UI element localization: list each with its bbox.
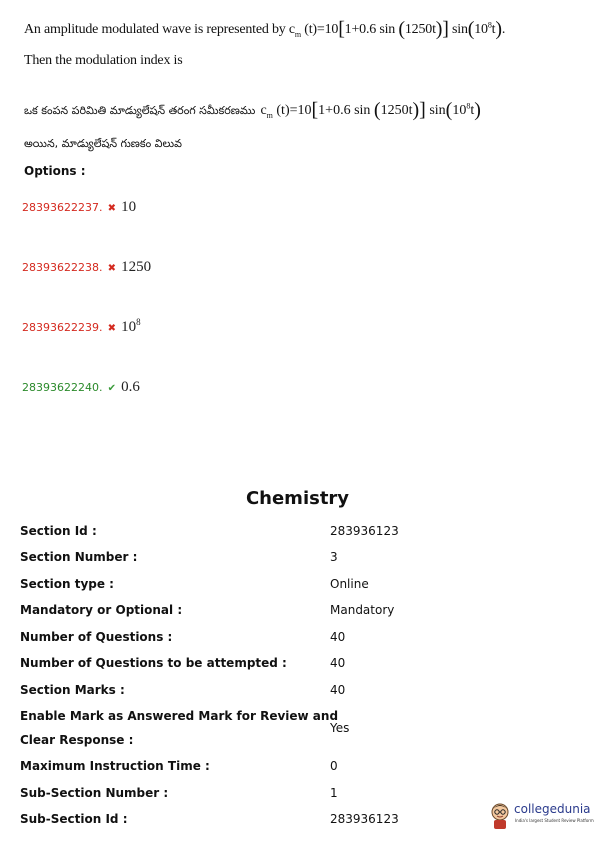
option-2 xyxy=(22,256,151,276)
row-label-num-questions: Number of Questions : xyxy=(20,630,173,644)
question-stem: An amplitude modulated wave is represented by xyxy=(24,22,286,37)
row-label-section-marks: Section Marks : xyxy=(20,683,125,697)
question-text-te: ఒక కంపన పరిమితి మాడ్యులేషన్ తరంగ సమీకరణము $c_m$ (t)=10[1+0.6 sin (1250t)] $\sin(10^8t)$ xyxy=(24,99,481,121)
option-value: 1250 xyxy=(121,259,152,275)
equation-te: $c_m$ (t)=10[1+0.6 sin (1250t)] $\sin(10^8t)$ xyxy=(260,99,481,121)
section-title: Chemistry xyxy=(245,488,350,509)
row-value-num-attempted: 40 xyxy=(330,656,346,670)
option-1 xyxy=(22,196,136,216)
row-label-subsection-number: Sub-Section Number : xyxy=(20,786,169,800)
option-id: 28393622238. xyxy=(22,261,103,274)
option-value: $10^8$ xyxy=(121,317,141,335)
check-icon: ✔ xyxy=(107,383,116,394)
mascot-icon xyxy=(488,802,512,830)
logo-wordmark: collegedunia xyxy=(514,802,591,816)
row-value-subsection-number: 1 xyxy=(330,786,338,800)
row-value-num-questions: 40 xyxy=(330,630,346,644)
option-4 xyxy=(22,376,140,396)
row-value-section-type: Online xyxy=(330,577,369,591)
row-label-section-type: Section type : xyxy=(20,577,114,591)
option-id: 28393622237. xyxy=(22,201,103,214)
row-value-enable-mark: Yes xyxy=(330,721,350,735)
question-text-en xyxy=(24,16,505,39)
row-value-section-id: 283936123 xyxy=(330,524,399,538)
wrong-icon: ✖ xyxy=(107,323,116,334)
question-text-en-2: Then the modulation index is xyxy=(24,53,183,68)
logo-tagline: India's largest Student Review Platform xyxy=(515,818,594,823)
question-text-te-2: అయిన, మాడ్యులేషన్ గుణకం విలువ xyxy=(24,137,182,150)
wrong-icon: ✖ xyxy=(107,263,116,274)
wrong-icon: ✖ xyxy=(107,203,116,214)
row-label-enable-mark-2: Clear Response : xyxy=(20,733,134,747)
row-label-section-id: Section Id : xyxy=(20,524,97,538)
row-label-subsection-id: Sub-Section Id : xyxy=(20,812,128,826)
option-value: 10 xyxy=(121,199,137,215)
row-label-section-number: Section Number : xyxy=(20,550,138,564)
row-label-max-instruction: Maximum Instruction Time : xyxy=(20,759,210,773)
row-label-enable-mark: Enable Mark as Answered Mark for Review and xyxy=(20,709,339,723)
row-label-mandatory: Mandatory or Optional : xyxy=(20,603,183,617)
row-value-subsection-id: 283936123 xyxy=(330,812,399,826)
option-id: 28393622239. xyxy=(22,321,103,334)
option-id: 28393622240. xyxy=(22,381,103,394)
row-value-max-instruction: 0 xyxy=(330,759,338,773)
row-value-mandatory: Mandatory xyxy=(330,603,395,617)
options-label: Options : xyxy=(24,164,86,178)
option-value: 0.6 xyxy=(121,379,140,395)
option-3 xyxy=(22,316,141,336)
collegedunia-logo xyxy=(488,800,594,832)
row-label-num-attempted: Number of Questions to be attempted : xyxy=(20,656,287,670)
row-value-section-marks: 40 xyxy=(330,683,346,697)
equation: $c_m$ (t)=10[1+0.6 sin (1250t)] $\sin(10^8t)$. xyxy=(288,18,506,40)
row-value-section-number: 3 xyxy=(330,550,338,564)
